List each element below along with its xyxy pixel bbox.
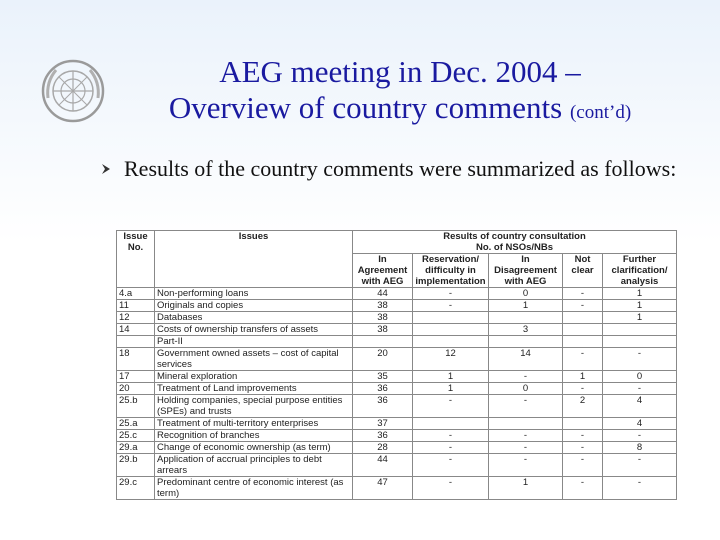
cell-agreement: 37 <box>353 418 413 430</box>
cell-not-clear: - <box>563 383 603 395</box>
header-issue-no: Issue No. <box>117 231 155 288</box>
cell-issue: Predominant centre of economic interest (as term) <box>155 477 353 500</box>
table-body <box>117 288 677 500</box>
table-row <box>117 300 677 312</box>
cell-issue-no: 12 <box>117 312 155 324</box>
cell-further: - <box>603 477 677 500</box>
cell-disagreement: 14 <box>489 348 563 371</box>
cell-reservation: - <box>413 288 489 300</box>
cell-disagreement: - <box>489 395 563 418</box>
header-not-clear: Not clear <box>563 254 603 288</box>
cell-reservation <box>413 312 489 324</box>
cell-not-clear <box>563 336 603 348</box>
cell-agreement: 38 <box>353 312 413 324</box>
cell-agreement: 44 <box>353 288 413 300</box>
cell-issue-no: 11 <box>117 300 155 312</box>
cell-disagreement: 3 <box>489 324 563 336</box>
cell-further: 4 <box>603 395 677 418</box>
cell-issue: Recognition of branches <box>155 430 353 442</box>
table-row <box>117 336 677 348</box>
cell-agreement: 36 <box>353 383 413 395</box>
cell-further: - <box>603 348 677 371</box>
cell-not-clear <box>563 418 603 430</box>
cell-issue: Costs of ownership transfers of assets <box>155 324 353 336</box>
cell-issue-no: 14 <box>117 324 155 336</box>
results-table <box>116 230 677 500</box>
cell-issue-no: 25.a <box>117 418 155 430</box>
cell-further <box>603 324 677 336</box>
un-emblem-icon <box>40 58 106 124</box>
bullet-text: Results of the country comments were summarized as follows: <box>124 156 677 181</box>
header-results-title: Results of country consultation <box>443 231 586 242</box>
cell-agreement: 20 <box>353 348 413 371</box>
header-reservation: Reservation/ difficulty in implementation <box>413 254 489 288</box>
cell-disagreement <box>489 418 563 430</box>
cell-further: 4 <box>603 418 677 430</box>
cell-reservation <box>413 336 489 348</box>
bullet-icon <box>100 163 112 175</box>
cell-agreement: 38 <box>353 300 413 312</box>
cell-disagreement <box>489 312 563 324</box>
cell-issue: Application of accrual principles to debt arrears <box>155 454 353 477</box>
cell-issue-no: 4.a <box>117 288 155 300</box>
cell-further: 1 <box>603 312 677 324</box>
cell-issue: Treatment of multi-territory enterprises <box>155 418 353 430</box>
cell-issue-no: 29.a <box>117 442 155 454</box>
cell-issue-no: 25.b <box>117 395 155 418</box>
cell-issue-no: 17 <box>117 371 155 383</box>
cell-agreement: 28 <box>353 442 413 454</box>
table-row <box>117 454 677 477</box>
cell-issue: Holding companies, special purpose entities (SPEs) and trusts <box>155 395 353 418</box>
cell-not-clear <box>563 312 603 324</box>
cell-reservation: - <box>413 395 489 418</box>
cell-disagreement: - <box>489 371 563 383</box>
table-row <box>117 288 677 300</box>
table-row <box>117 348 677 371</box>
header-disagreement: In Disagreement with AEG <box>489 254 563 288</box>
title-line-2 <box>120 90 680 131</box>
table-row <box>117 430 677 442</box>
cell-reservation: 12 <box>413 348 489 371</box>
cell-further: - <box>603 430 677 442</box>
cell-issue-no: 25.c <box>117 430 155 442</box>
cell-further: 1 <box>603 288 677 300</box>
slide-title <box>120 54 680 131</box>
table-row <box>117 324 677 336</box>
header-further: Further clarification/ analysis <box>603 254 677 288</box>
table-row <box>117 371 677 383</box>
cell-issue: Non-performing loans <box>155 288 353 300</box>
cell-agreement: 44 <box>353 454 413 477</box>
header-results-sub: No. of NSOs/NBs <box>475 242 554 253</box>
cell-disagreement: - <box>489 442 563 454</box>
cell-not-clear <box>563 324 603 336</box>
cell-issue: Databases <box>155 312 353 324</box>
cell-issue-no: 29.b <box>117 454 155 477</box>
header-results <box>353 231 677 254</box>
cell-agreement <box>353 336 413 348</box>
title-suffix: (cont’d) <box>569 102 632 123</box>
cell-issue-no: 18 <box>117 348 155 371</box>
cell-further: 8 <box>603 442 677 454</box>
cell-not-clear: 1 <box>563 371 603 383</box>
cell-not-clear: - <box>563 430 603 442</box>
title-line-2-text: Overview of country comments <box>168 90 563 125</box>
cell-reservation: - <box>413 430 489 442</box>
table-row <box>117 418 677 430</box>
cell-agreement: 36 <box>353 430 413 442</box>
cell-agreement: 36 <box>353 395 413 418</box>
cell-disagreement: - <box>489 430 563 442</box>
cell-not-clear: 2 <box>563 395 603 418</box>
cell-issue: Treatment of Land improvements <box>155 383 353 395</box>
cell-disagreement: 0 <box>489 383 563 395</box>
cell-not-clear: - <box>563 288 603 300</box>
cell-further: - <box>603 454 677 477</box>
cell-further: 0 <box>603 371 677 383</box>
table-row <box>117 395 677 418</box>
results-table-container <box>116 230 676 500</box>
cell-disagreement <box>489 336 563 348</box>
title-line-1: AEG meeting in Dec. 2004 – <box>219 54 581 89</box>
cell-issue: Mineral exploration <box>155 371 353 383</box>
cell-disagreement: 1 <box>489 300 563 312</box>
cell-not-clear: - <box>563 454 603 477</box>
cell-further: - <box>603 383 677 395</box>
cell-further <box>603 336 677 348</box>
cell-reservation: - <box>413 300 489 312</box>
header-agreement: In Agreement with AEG <box>353 254 413 288</box>
cell-issue: Originals and copies <box>155 300 353 312</box>
cell-agreement: 38 <box>353 324 413 336</box>
cell-agreement: 47 <box>353 477 413 500</box>
cell-disagreement: - <box>489 454 563 477</box>
cell-disagreement: 1 <box>489 477 563 500</box>
cell-reservation <box>413 418 489 430</box>
cell-issue: Government owned assets – cost of capital services <box>155 348 353 371</box>
table-row <box>117 383 677 395</box>
table-row <box>117 312 677 324</box>
cell-reservation: 1 <box>413 383 489 395</box>
cell-reservation <box>413 324 489 336</box>
cell-not-clear: - <box>563 442 603 454</box>
cell-reservation: - <box>413 454 489 477</box>
cell-reservation: - <box>413 477 489 500</box>
table-row <box>117 477 677 500</box>
cell-not-clear: - <box>563 300 603 312</box>
cell-issue-no <box>117 336 155 348</box>
cell-issue-no: 29.c <box>117 477 155 500</box>
cell-agreement: 35 <box>353 371 413 383</box>
cell-not-clear: - <box>563 348 603 371</box>
cell-disagreement: 0 <box>489 288 563 300</box>
cell-reservation: 1 <box>413 371 489 383</box>
header-issues: Issues <box>155 231 353 288</box>
cell-issue-no: 20 <box>117 383 155 395</box>
cell-not-clear: - <box>563 477 603 500</box>
cell-further: 1 <box>603 300 677 312</box>
cell-issue: Part-II <box>155 336 353 348</box>
table-row <box>117 442 677 454</box>
cell-issue: Change of economic ownership (as term) <box>155 442 353 454</box>
cell-reservation: - <box>413 442 489 454</box>
